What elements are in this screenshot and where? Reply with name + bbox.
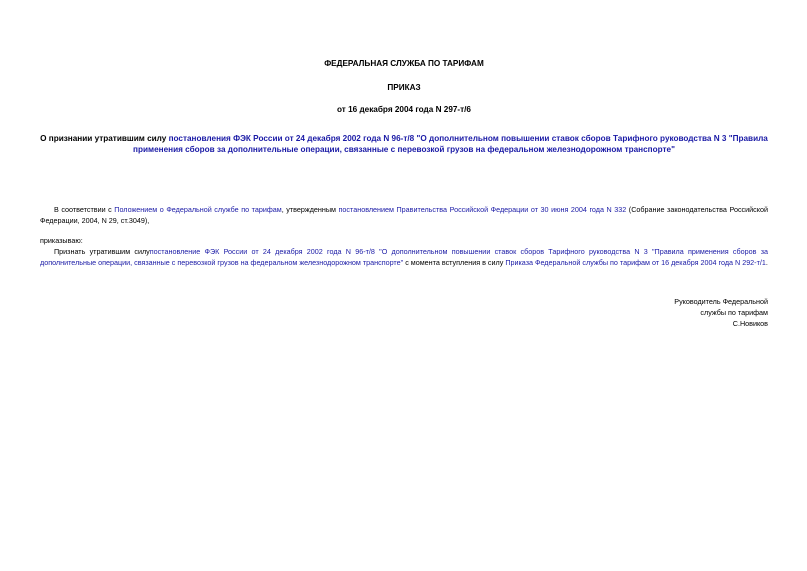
document-page [40,0,768,571]
title-prefix: О признании утратившим силу [40,134,169,143]
p3-text-3: . [765,258,768,267]
title-link-fek-resolution[interactable]: постановления ФЭК России от 24 декабря 2002 года N 96-т/8 "О дополнительном повышении ставок сборов Тарифного руководства N 3 "Правила применения сборов за дополнительные операции, связанные с перевозкой грузов на федеральном железнодорожном транспорте" [133,134,768,155]
link-government-resolution[interactable]: постановлением Правительства Российской Федерации от 30 июня 2004 года N 332 [338,205,627,214]
p3-text-1: Признать утратившим силу [54,247,150,256]
issuing-authority: ФЕДЕРАЛЬНАЯ СЛУЖБА ПО ТАРИФАМ [324,59,484,68]
document-title [40,133,768,155]
link-fst-order[interactable]: Приказа Федеральной службы по тарифам от 16 декабря 2004 года N 292-т/1 [505,258,766,267]
p1-text-1: В соответствии с [54,205,115,214]
p1-text-3: (Собрание законодательства Российской Федерации, 2004, N 29, ст.3049), [40,205,768,225]
p1-text-2: , утвержденным [281,205,339,214]
signature-position-line-1: Руководитель Федеральной [674,297,768,306]
p3-text-2: с момента вступления в силу [403,258,506,267]
signature-name: С.Новиков [732,319,768,328]
document-type: ПРИКАЗ [387,83,421,92]
signature-block [568,296,768,329]
signature-position-line-2: службы по тарифам [700,308,768,317]
link-regulation-fst[interactable]: Положением о Федеральной службе по тарифам [114,205,282,214]
link-fek-resolution[interactable]: постановление ФЭК России от 24 декабря 2002 года N 96-т/8 "О дополнительном повышении ставок сборов Тарифного руководства N 3 "Правила применения сборов за дополнительные операции, связанные с перевозкой грузов на федеральном железнодорожном транспорте" [40,247,768,267]
paragraph-basis [40,204,768,226]
paragraph-order-body [40,246,768,268]
paragraph-order-word: приказываю: [40,236,83,245]
document-date-number: от 16 декабря 2004 года N 297-т/6 [337,105,471,114]
